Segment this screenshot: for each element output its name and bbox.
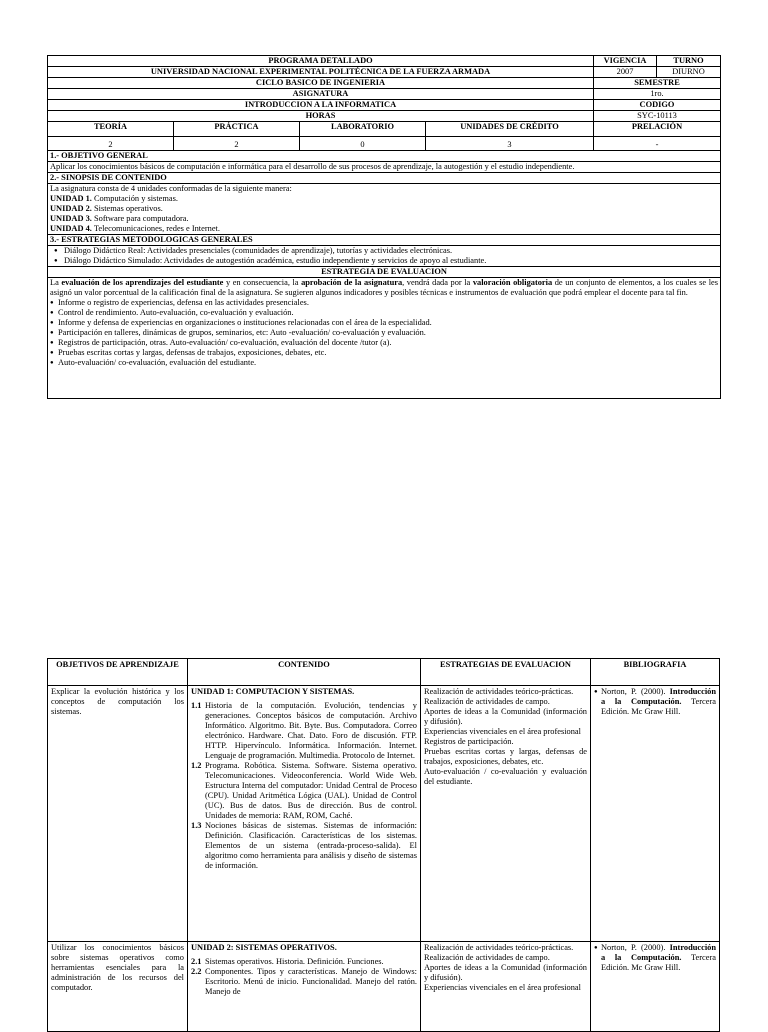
turno-value: DIURNO [657, 67, 721, 78]
header-objetivos: OBJETIVOS DE APRENDIZAJE [48, 659, 188, 686]
codigo-label: CODIGO [594, 100, 721, 111]
estrategias-title: 3.- ESTRATEGIAS METODOLOGICAS GENERALES [48, 235, 721, 246]
hours-label: HORAS [48, 111, 594, 122]
col-practica: PRÁCTICA [174, 122, 300, 137]
list-item: ● Diálogo Didáctico Real: Actividades presenciales (comunidades de aprendizaje), tutorías y actividades electrónicas. [50, 246, 718, 256]
practica-value: 2 [174, 137, 300, 151]
teoria-value: 2 [48, 137, 174, 151]
objetivo-cell: Utilizar los conocimientos básicos sobre sistemas operativos como herramientas esenciales para la administración de los recursos del computador. [48, 942, 188, 1032]
list-item: ● Participación en talleres, dinámicas de grupos, seminarios, etc: Auto -evaluación/ co-evaluación y evaluación. [50, 328, 718, 338]
codigo-value: SYC-10113 [594, 111, 721, 122]
topic: 2.1 Sistemas operativos. Historia. Definición. Funciones. [191, 957, 384, 966]
topic: 1.2 Programa. Robótica. Sistema. Software. Sistema operativo. Telecomunicaciones. Videoconferencia. World Wide Web. Estructura Interna del computador: Unidad Central de Proceso (CPU). Unidad Aritmética Lógica (UAL). Unidad de Control (UC). Bus de datos. Bus de dirección. Bus de control. Unidades de memoria: RAM, ROM, Caché. [191, 761, 417, 820]
unit-line: UNIDAD 4. Telecomunicaciones, redes e Internet. [50, 224, 220, 233]
semestre-label: SEMESTRE [594, 78, 721, 89]
table-row [48, 942, 720, 1032]
sinopsis-content [48, 184, 721, 235]
turno-label: TURNO [657, 56, 721, 67]
topic: 1.3 Nociones básicas de sistemas. Sistemas de información: Definición. Clasificación. Características de los sistemas. Elementos de un sistema (entrada-proceso-salida). El algoritmo como herramienta para análisis y diseño de sistemas de información. [191, 821, 417, 870]
bib-entry: ● Norton, P. (2000). Introducción a la Computación. Tercera Edición. Mc Graw Hill. [594, 687, 716, 717]
content-table [47, 658, 720, 1032]
estrategias-content [48, 246, 721, 267]
cycle-name: CICLO BASICO DE INGENIERIA [48, 78, 594, 89]
table-row [48, 686, 720, 942]
bibliografia-cell [591, 942, 720, 1032]
list-item: ● Informe y defensa de experiencias en organizaciones o instituciones relacionadas con el área de la especialidad. [50, 318, 718, 328]
list-item: ● Registros de participación, otras. Auto-evaluación/ co-evaluación, evaluación del docente /tutor (a). [50, 338, 718, 348]
objetivo-cell: Explicar la evolución histórica y los conceptos de computación los sistemas. [48, 686, 188, 942]
objetivo-text: Aplicar los conocimientos básicos de computación e informática para el desarrollo de sus procesos de aprendizaje, la autogestión y el estudio independiente. [48, 162, 721, 173]
contenido-cell [188, 942, 421, 1032]
sinopsis-title: 2.- SINOPSIS DE CONTENIDO [48, 173, 721, 184]
semestre-value: 1ro. [594, 89, 721, 100]
bib-entry: ● Norton, P. (2000). Introducción a la Computación. Tercera Edición. Mc Graw Hill. [594, 943, 716, 973]
program-title: PROGRAMA DETALLADO [48, 56, 594, 67]
topic: 2.2 Componentes. Tipos y características. Manejo de Windows: Escritorio. Menú de inicio. Funcionalidad. Manejo del ratón. Manejo de [191, 967, 417, 996]
evaluacion-title: ESTRATEGIA DE EVALUACION [48, 267, 721, 278]
col-prelacion: PRELACIÓN [594, 122, 721, 137]
header-estrategias: ESTRATEGIAS DE EVALUACION [421, 659, 591, 686]
subject-name: INTRODUCCION A LA INFORMATICA [48, 100, 594, 111]
evaluacion-content [48, 278, 721, 399]
vigencia-label: VIGENCIA [594, 56, 657, 67]
col-laboratorio: LABORATORIO [300, 122, 426, 137]
program-table [47, 55, 721, 399]
list-item: ● Informe o registro de experiencias, defensa en las actividades presenciales. [50, 298, 718, 308]
list-item: ● Control de rendimiento. Auto-evaluación, co-evaluación y evaluación. [50, 308, 718, 318]
estrategias-cell: Realización de actividades teórico-prácticas. Realización de actividades de campo. Aportes de ideas a la Comunidad (información y difusión). Experiencias vivenciales en el área profesional [421, 942, 591, 1032]
topic: 1.1 Historia de la computación. Evolución, tendencias y generaciones. Conceptos básicos de computación. Archivo Informático. Algoritmo. Bit. Byte. Bus. Computadora. Correo electrónico. Hardware. Chat. Dato. Foro de discusión. FTP. HTTP. Hipervínculo. Informática. Información. Internet. Lenguaje de programación. Multimedia. Protocolo de Internet. [191, 701, 417, 760]
contenido-cell [188, 686, 421, 942]
prelacion-value: - [594, 137, 721, 151]
estrategias-cell: Realización de actividades teórico-prácticas. Realización de actividades de campo. Aportes de ideas a la Comunidad (información y difusión). Experiencias vivenciales en el área profesional Registros de participación. Pruebas escritas cortas y largas, defensas de trabajos, exposiciones, debates, etc. Auto-evaluación / co-evaluación y evaluación del estudiante. [421, 686, 591, 942]
university-name: UNIVERSIDAD NACIONAL EXPERIMENTAL POLITÉCNICA DE LA FUERZA ARMADA [48, 67, 594, 78]
col-teoria: TEORÍA [48, 122, 174, 137]
list-item: ● Pruebas escritas cortas y largas, defensas de trabajos, exposiciones, debates, etc. [50, 348, 718, 358]
objetivo-title: 1.- OBJETIVO GENERAL [48, 151, 721, 162]
evaluacion-paragraph: La evaluación de los aprendizajes del estudiante y en consecuencia, la aprobación de la asignatura, vendrá dada por la valoración obligatoria de un conjunto de elementos, a los cuales se les asignó un valor porcentual de la calificación final de la asignatura. Se sugieren algunos indicadores y posibles técnicas e instrumentos de evaluación que podrá emplear el docente para tal fin. [50, 278, 718, 297]
header-bibliografia: BIBLIOGRAFIA [591, 659, 720, 686]
unit-title: UNIDAD 2: SISTEMAS OPERATIVOS. [191, 943, 337, 952]
sinopsis-intro: La asignatura consta de 4 unidades conformadas de la siguiente manera: [50, 184, 292, 193]
subject-label: ASIGNATURA [48, 89, 594, 100]
unit-line: UNIDAD 3. Software para computadora. [50, 214, 189, 223]
laboratorio-value: 0 [300, 137, 426, 151]
bibliografia-cell [591, 686, 720, 942]
unit-line: UNIDAD 1. Computación y sistemas. [50, 194, 178, 203]
list-item: ● Auto-evaluación/ co-evaluación, evaluación del estudiante. [50, 358, 718, 368]
list-item: ● Diálogo Didáctico Simulado: Actividades de autogestión académica, estudio independiente y servicios de apoyo al estudiante. [50, 256, 718, 266]
unidades-value: 3 [426, 137, 594, 151]
unit-line: UNIDAD 2. Sistemas operativos. [50, 204, 163, 213]
unit-title: UNIDAD 1: COMPUTACION Y SISTEMAS. [191, 687, 355, 696]
vigencia-value: 2007 [594, 67, 657, 78]
col-unidades: UNIDADES DE CRÉDITO [426, 122, 594, 137]
header-contenido: CONTENIDO [188, 659, 421, 686]
